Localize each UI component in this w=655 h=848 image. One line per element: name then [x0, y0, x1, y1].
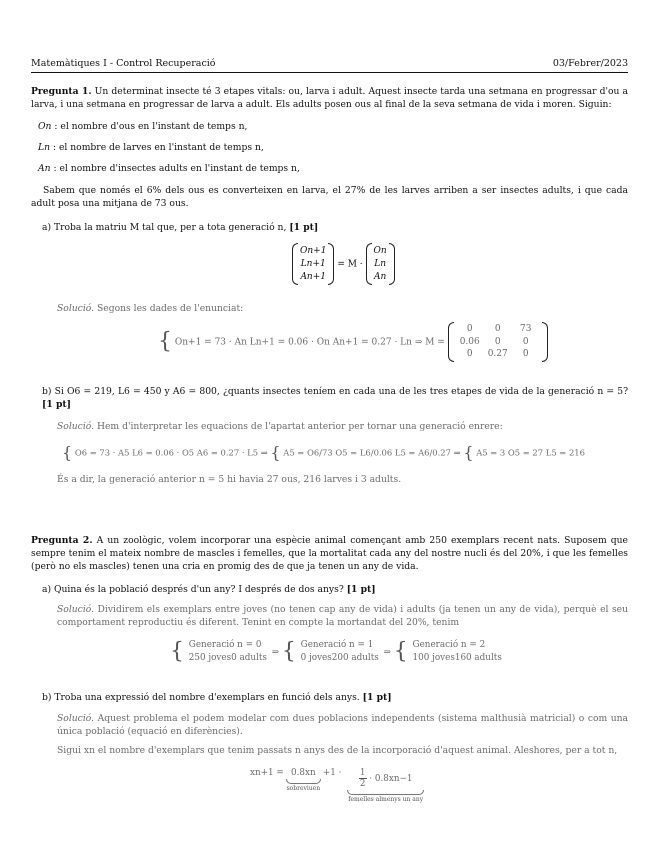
q2b-recurrence — [250, 768, 423, 803]
q1b-text: Si O6 = 219, L6 = 450 y A6 = 800, ¿quants insectes teníem en cada una de les tres etapes de vida de la generació n = 5? — [54, 386, 629, 397]
rec-lhs: xn+1 = — [250, 768, 284, 778]
q1b-eq3: A5 = 3 O5 = 27 L5 = 216 — [476, 447, 585, 458]
q1a-label: a) — [42, 222, 52, 233]
q1b-eq1: O6 = 73 · A5 L6 = 0.06 · O5 A6 = 0.27 · L5 — [74, 447, 259, 458]
q2b-sol-label: Solució. — [57, 713, 95, 724]
q2a-sol-label: Solució. — [57, 604, 95, 615]
q2a-text: Quina és la població després d'un any? I després de dos anys? — [53, 584, 344, 595]
q2b-text: Troba una expressió del nombre d'exemplars en funció dels anys. — [54, 692, 360, 703]
rec-term1-expr: 0.8xn — [291, 768, 316, 778]
m33: 0 — [522, 349, 529, 360]
gen2-title: Generació n = 2 — [412, 640, 486, 650]
q1a-equation — [292, 243, 395, 285]
rec-term2-label: femelles almenys un any — [348, 796, 424, 803]
m31: 0 — [466, 349, 473, 360]
vec-next-o: On+1 — [300, 245, 327, 256]
vector-current — [366, 243, 395, 285]
q2b-sol-text: Aquest problema el podem modelar com dues poblacions independents (sistema malthusià matricial) o com una única població (equació en diferències). — [57, 713, 629, 737]
q1a-sol-text: Segons les dades de l'enunciat: — [96, 303, 244, 314]
q1a-statement — [42, 222, 628, 235]
q1b-conclusion: És a dir, la generació anterior n = 5 hi havia 27 ous, 216 larves i 3 adults. — [57, 474, 402, 485]
rec-plus: +1 · — [322, 768, 342, 778]
page-header — [31, 58, 628, 69]
q2b-points: [1 pt] — [362, 692, 392, 703]
q1b-sol-label: Solució. — [57, 421, 95, 432]
m12: 0 — [494, 324, 501, 335]
q1a-system: { On+1 = 73 · An Ln+1 = 0.06 · On An+1 = 0.27 · Ln ⇒ M = 0 0 73 0.06 0 0 0 0.27 0 — [158, 322, 548, 362]
rec-frac — [359, 768, 367, 789]
q2a-solution — [57, 604, 628, 630]
rec-term2 — [348, 768, 423, 803]
m32: 0.27 — [487, 349, 508, 360]
q1a-sol-label: Solució. — [57, 303, 95, 314]
def-ln-sym: Ln — [38, 142, 51, 153]
m11: 0 — [466, 324, 473, 335]
gen1-values: 0 joves200 adults — [300, 653, 379, 663]
q1b-sol-text: Hem d'interpretar les equacions de l'apartat anterior per tornar una generació enrere: — [96, 421, 503, 432]
q2a-generations: { Generació n = 0 250 joves0 adults ⇒ { Generació n = 1 0 joves200 adults ⇒ { Generació n = 2 100 joves160 adults — [170, 639, 502, 664]
rec-term1 — [287, 768, 321, 792]
gen1 — [299, 639, 381, 665]
rec-frac-den: 2 — [359, 779, 366, 789]
def-ln — [38, 142, 264, 153]
gen0 — [187, 639, 269, 665]
rec-term1-label: sobreviuen — [286, 785, 321, 792]
gen0-values: 250 joves0 adults — [188, 653, 267, 663]
vec-cur-a: An — [373, 271, 387, 282]
def-ln-text: : el nombre de larves en l'instant de temps n, — [52, 142, 264, 153]
q2-intro — [31, 535, 628, 573]
m13: 73 — [520, 324, 532, 335]
header-course: Matemàtiques I - Control Recuperació — [31, 58, 216, 69]
vec-next-l: Ln+1 — [300, 258, 326, 269]
header-rule — [31, 72, 628, 73]
q1-para: Sabem que només el 6% dels ous es converteixen en larva, el 27% de les larves arriben a ser insectes adults, i que cada adult posa una mitjana de 73 ous. — [31, 185, 628, 209]
gen2 — [411, 639, 504, 665]
q1a-arrow: ⇒ M = — [414, 337, 445, 348]
vector-next — [292, 243, 334, 285]
q2a-label: a) — [42, 584, 52, 595]
q1a-sys-text: On+1 = 73 · An Ln+1 = 0.06 · On An+1 = 0.27 · Ln — [174, 337, 412, 348]
q2b-solution-2: Sigui xn el nombre d'exemplars que tenim passats n anys des de la incorporació d'aquest animal. Aleshores, per a tot n, — [57, 745, 618, 756]
q1b-eq2: A5 = O6/73 O5 = L6/0.06 L5 = A6/0.27 — [283, 447, 451, 458]
q1-label: Pregunta 1. — [31, 86, 92, 97]
q2a-points: [1 pt] — [346, 584, 376, 595]
m22: 0 — [494, 336, 501, 347]
rec-frac-num: 1 — [359, 768, 366, 778]
matrix-m — [448, 322, 548, 362]
q1a-solution — [57, 303, 628, 316]
def-on-text: : el nombre d'ous en l'instant de temps n, — [54, 121, 248, 132]
header-date: 03/Febrer/2023 — [552, 58, 628, 69]
def-an-sym: An — [38, 163, 51, 174]
q2b-statement — [42, 692, 628, 705]
vec-cur-l: Ln — [374, 258, 387, 269]
q1a-text: Troba la matriu M tal que, per a tota generació n, — [53, 222, 287, 233]
m21: 0.06 — [459, 336, 480, 347]
m23: 0 — [522, 336, 529, 347]
q1b-label: b) — [42, 386, 52, 397]
q2-label: Pregunta 2. — [31, 535, 93, 546]
def-an — [38, 163, 300, 174]
q2b-solution — [57, 713, 628, 739]
def-on-sym: On — [38, 121, 52, 132]
q1b-points: [1 pt] — [42, 398, 71, 410]
q2a-sol-text: Dividirem els exemplars entre joves (no tenen cap any de vida) i adults (ja tenen un any de vida), perquè el seu comportament reproductiu és diferent. Tenint en compte la mortandat del 20%, tenim — [57, 604, 629, 628]
q1b-solution — [57, 421, 628, 434]
vec-next-a: An+1 — [300, 271, 327, 282]
q2a-statement — [42, 584, 628, 597]
q2-intro-text: A un zoològic, volem incorporar una espècie animal començant amb 250 exemplars recent nats. Suposem que sempre tenim el mateix nombre de mascles i femelles, que la mortalitat cada any del nostre nucli és del 20%, i que les femelles (però no els mascles) tenen una cria en promig des de que ja tenen un any de vida. — [31, 535, 628, 572]
q1a-points: [1 pt] — [289, 222, 319, 233]
q1b-equations: { O6 = 73 · A5 L6 = 0.06 · O5 A6 = 0.27 · L5 ⇒ { A5 = O6/73 O5 = L6/0.06 L5 = A6/0.27 ⇒ { A5 = 3 O5 = 27 L5 = 216 — [62, 443, 585, 462]
q1b-statement — [42, 386, 628, 412]
def-an-text: : el nombre d'insectes adults en l'instant de temps n, — [53, 163, 300, 174]
gen0-title: Generació n = 0 — [188, 640, 262, 650]
def-on — [38, 121, 247, 132]
rec-term2-expr: · 0.8xn−1 — [369, 774, 413, 784]
gen1-title: Generació n = 1 — [300, 640, 374, 650]
q1-intro-text: Un determinat insecte té 3 etapes vitals: ou, larva i adult. Aquest insecte tarda una setmana en progressar d'ou a larva, i una setmana en progressar de larva a adult. Els adults posen ous al final de la seva setmana de vida i moren. Siguin: — [31, 86, 629, 110]
vec-cur-o: On — [373, 245, 387, 256]
gen2-values: 100 joves160 adults — [412, 653, 502, 663]
q2b-label: b) — [42, 692, 52, 703]
eq-mid: = M · — [337, 259, 363, 270]
q1-intro — [31, 86, 628, 112]
